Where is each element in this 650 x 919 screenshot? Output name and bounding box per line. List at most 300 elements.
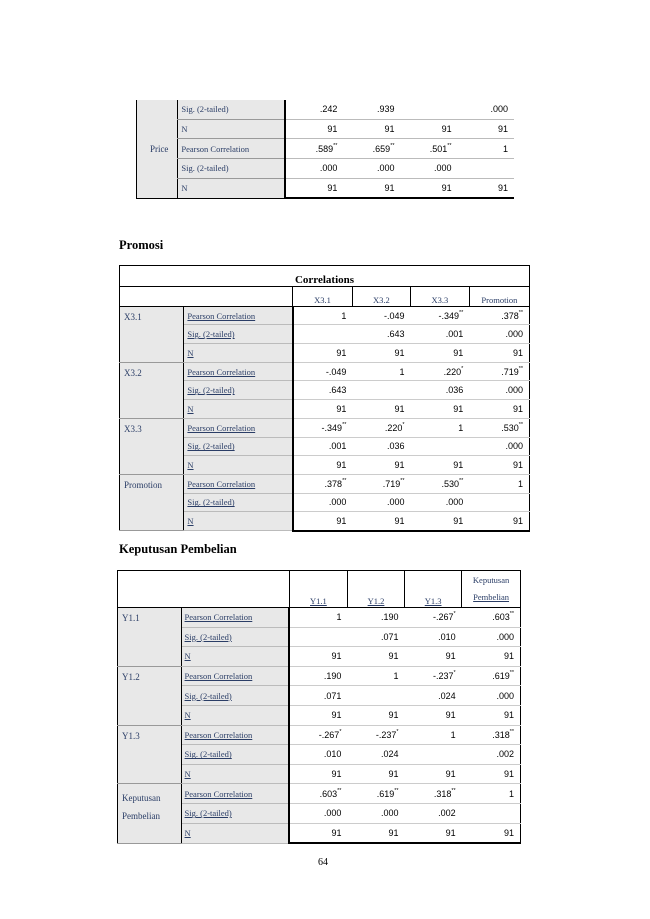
significance-marker: **	[451, 787, 456, 794]
value-cell	[293, 456, 353, 475]
value-cell	[352, 456, 410, 475]
row-group-cell	[118, 725, 182, 784]
value-cell	[411, 474, 470, 493]
value-cell	[285, 119, 343, 139]
value-text: .000	[381, 808, 399, 819]
column-header-line: Pembelian	[473, 592, 510, 602]
value-text: 91	[327, 124, 338, 135]
value-cell	[458, 178, 514, 198]
value-cell	[405, 764, 462, 784]
value-cell	[411, 325, 470, 344]
significance-marker: **	[342, 477, 347, 484]
row-label: Pearson Correlation	[184, 474, 293, 493]
row-group-label: Price	[149, 143, 169, 154]
value-text: .001	[445, 329, 464, 340]
value-cell	[352, 493, 410, 512]
row-label: N	[184, 400, 293, 419]
value-cell	[405, 745, 462, 765]
value-cell	[352, 344, 410, 363]
value-text: 91	[331, 710, 342, 721]
value-text: -.049	[384, 310, 405, 321]
significance-marker: **	[342, 421, 347, 428]
value-cell	[405, 725, 462, 745]
row-label: Pearson Correlation	[184, 418, 293, 437]
value-cell	[289, 803, 347, 823]
value-text: .000	[319, 163, 338, 174]
table-row	[118, 784, 521, 804]
row-label: N	[184, 456, 293, 475]
value-text: .000	[496, 690, 514, 701]
value-cell	[462, 803, 521, 823]
value-cell	[462, 666, 521, 686]
row-group-label-line: Pembelian	[122, 811, 160, 822]
column-header-cell	[405, 571, 462, 608]
row-label: Sig. (2-tailed)	[184, 325, 293, 344]
value-cell	[462, 784, 521, 804]
value-text: 91	[512, 347, 523, 358]
row-group-cell	[118, 784, 182, 843]
value-cell	[293, 512, 353, 531]
value-text: .318	[433, 788, 452, 799]
table-title: Correlations	[120, 266, 530, 287]
value-text: .036	[387, 441, 405, 452]
table-row	[120, 474, 530, 493]
row-label: N	[184, 344, 293, 363]
row-label: Pearson Correlation	[181, 725, 289, 745]
promosi-heading: Promosi	[119, 238, 164, 252]
value-text: .000	[328, 497, 347, 508]
value-cell	[411, 512, 470, 531]
value-cell	[469, 474, 529, 493]
value-text: .242	[319, 104, 338, 115]
value-text: .071	[381, 631, 399, 642]
value-cell	[405, 823, 462, 843]
row-label: Pearson Correlation	[181, 608, 289, 628]
page-number: 64	[318, 857, 328, 868]
row-group-label: X3.3	[124, 423, 142, 434]
significance-marker: *	[402, 421, 405, 428]
value-cell	[343, 139, 400, 159]
value-text: .643	[328, 385, 347, 396]
header-blank-cell	[120, 287, 293, 307]
value-text: 1	[393, 671, 399, 682]
value-text: 1	[341, 310, 347, 321]
table-row	[137, 178, 515, 198]
value-cell	[405, 608, 462, 628]
value-cell	[462, 745, 521, 765]
value-text: .190	[381, 612, 399, 623]
title-row	[120, 266, 530, 287]
value-cell	[462, 647, 521, 667]
row-group-label: Y1.3	[122, 730, 140, 741]
value-cell	[462, 725, 521, 745]
value-text: .071	[323, 690, 342, 701]
value-text: 91	[445, 651, 456, 662]
value-cell	[411, 381, 470, 400]
value-text: 91	[394, 403, 405, 414]
value-text: 91	[445, 769, 456, 780]
value-cell	[293, 437, 353, 456]
significance-marker: **	[518, 309, 523, 316]
value-cell	[347, 608, 404, 628]
table-row	[120, 306, 530, 325]
value-cell	[462, 608, 521, 628]
row-label: Pearson Correlation	[184, 306, 293, 325]
significance-marker: **	[509, 728, 514, 735]
value-cell	[347, 823, 404, 843]
value-cell	[411, 418, 470, 437]
value-cell	[289, 647, 347, 667]
value-cell	[458, 119, 514, 139]
row-label: Pearson Correlation	[184, 362, 293, 381]
significance-marker: **	[458, 309, 464, 316]
value-text: -.267	[433, 612, 454, 623]
value-text: .719	[382, 478, 401, 489]
value-cell	[289, 627, 347, 647]
row-group-label: Promotion	[124, 479, 163, 490]
significance-marker: **	[518, 421, 523, 428]
value-text: 91	[441, 124, 452, 135]
value-cell	[289, 764, 347, 784]
value-text: .000	[505, 385, 523, 396]
value-text: .000	[323, 808, 342, 819]
value-cell	[411, 437, 470, 456]
value-text: 91	[512, 460, 523, 471]
value-cell	[469, 512, 529, 531]
value-text: .318	[492, 729, 510, 740]
row-group-label: X3.2	[124, 367, 142, 378]
significance-marker: *	[339, 728, 342, 735]
table-row	[118, 608, 521, 628]
value-text: .378	[501, 310, 519, 321]
value-text: .589	[315, 143, 334, 154]
value-text: 91	[327, 183, 338, 194]
value-cell	[285, 100, 343, 119]
value-text: .002	[438, 808, 456, 819]
column-header-cell	[411, 287, 470, 307]
value-cell	[289, 666, 347, 686]
value-cell	[293, 474, 353, 493]
value-cell	[405, 803, 462, 823]
row-label: N	[184, 512, 293, 531]
significance-marker: **	[518, 365, 523, 372]
value-cell	[293, 325, 353, 344]
value-cell	[469, 362, 529, 381]
value-cell	[411, 344, 470, 363]
value-text: .001	[328, 441, 347, 452]
value-text: .220	[443, 366, 462, 377]
column-header-label: Promotion	[481, 294, 518, 305]
value-cell	[347, 784, 404, 804]
row-group-cell	[118, 666, 182, 725]
column-header-line: Keputusan	[472, 575, 510, 585]
row-label: Sig. (2-tailed)	[184, 493, 293, 512]
row-group-cell	[137, 159, 178, 179]
value-cell	[411, 400, 470, 419]
value-cell	[343, 119, 400, 139]
value-cell	[405, 705, 462, 725]
value-cell	[289, 608, 347, 628]
value-text: .000	[490, 104, 508, 115]
significance-marker: *	[453, 611, 456, 618]
value-text: .010	[323, 749, 342, 760]
significance-marker: **	[394, 787, 399, 794]
value-cell	[352, 418, 410, 437]
value-cell	[289, 745, 347, 765]
value-cell	[289, 784, 347, 804]
value-cell	[469, 456, 529, 475]
row-label: N	[178, 178, 285, 198]
value-text: -.267	[318, 729, 340, 740]
table-row	[120, 418, 530, 437]
row-group-label: Y1.1	[122, 613, 140, 623]
value-text: 91	[503, 769, 514, 780]
value-text: 1	[458, 422, 464, 433]
value-text: .530	[501, 422, 519, 433]
value-text: .619	[492, 671, 510, 682]
value-text: 1	[399, 366, 405, 377]
value-text: .000	[376, 163, 395, 174]
significance-marker: **	[447, 142, 452, 149]
value-cell	[462, 627, 521, 647]
value-cell	[469, 344, 529, 363]
significance-marker: *	[453, 670, 456, 677]
value-cell	[400, 139, 457, 159]
significance-marker: **	[390, 142, 395, 149]
value-cell	[293, 306, 353, 325]
column-header-label: X3.3	[431, 294, 449, 305]
value-cell	[469, 418, 529, 437]
value-text: .659	[372, 143, 391, 154]
value-text: 91	[453, 347, 464, 358]
value-cell	[405, 784, 462, 804]
value-text: -.237	[375, 729, 397, 740]
value-cell	[343, 178, 400, 198]
keputusan-pembelian-heading: Keputusan Pembelian	[119, 542, 237, 556]
row-label: N	[181, 647, 289, 667]
value-cell	[293, 493, 353, 512]
value-cell	[411, 456, 470, 475]
row-label: Sig. (2-tailed)	[181, 803, 289, 823]
value-text: .939	[376, 104, 395, 115]
value-text: 91	[453, 460, 464, 471]
value-text: 91	[441, 183, 452, 194]
value-text: 91	[445, 827, 456, 838]
column-header-label: Y1.1	[310, 596, 327, 606]
value-text: 91	[394, 347, 405, 358]
value-cell	[347, 803, 404, 823]
value-text: .719	[501, 366, 519, 377]
significance-marker: **	[333, 142, 338, 149]
column-header-keputusan-pembelian	[462, 571, 521, 608]
value-text: .024	[438, 690, 456, 701]
value-text: .378	[324, 478, 343, 489]
value-text: .643	[387, 329, 405, 340]
value-cell	[400, 178, 457, 198]
value-cell	[293, 418, 353, 437]
value-cell	[285, 159, 343, 179]
row-label: Sig. (2-tailed)	[181, 745, 289, 765]
value-cell	[289, 725, 347, 745]
value-text: 91	[503, 651, 514, 662]
value-cell	[400, 100, 457, 119]
row-label: Sig. (2-tailed)	[178, 100, 285, 119]
value-text: .000	[387, 497, 405, 508]
value-text: 91	[503, 710, 514, 721]
row-group-cell	[118, 608, 182, 667]
value-text: 91	[336, 347, 347, 358]
value-cell	[347, 686, 404, 706]
value-cell	[458, 100, 514, 119]
value-text: 91	[336, 516, 347, 527]
value-cell	[462, 764, 521, 784]
value-cell	[352, 437, 410, 456]
row-group-cell	[120, 306, 184, 362]
row-group-label-line: Keputusan	[122, 793, 161, 804]
value-text: -.349	[438, 310, 459, 321]
value-text: .190	[323, 671, 342, 682]
value-text: .000	[505, 441, 523, 452]
value-text: 91	[388, 769, 399, 780]
value-text: 1	[502, 143, 508, 154]
value-text: 1	[517, 478, 523, 489]
column-header-label: Y1.2	[367, 596, 385, 606]
value-cell	[293, 400, 353, 419]
value-cell	[400, 119, 457, 139]
value-cell	[347, 705, 404, 725]
column-header-label: X3.1	[314, 294, 331, 305]
value-text: 1	[336, 612, 342, 623]
column-header-cell	[347, 571, 404, 608]
header-blank-cell	[118, 571, 290, 608]
significance-marker: **	[400, 477, 405, 484]
value-cell	[411, 306, 470, 325]
table-row	[120, 362, 530, 381]
value-cell	[469, 400, 529, 419]
row-label: N	[178, 119, 285, 139]
table-row	[137, 119, 515, 139]
value-text: .603	[319, 788, 338, 799]
value-text: 1	[450, 729, 456, 740]
price-correlation-table-fragment	[136, 100, 514, 199]
value-cell	[352, 400, 410, 419]
table-row	[137, 100, 515, 119]
value-cell	[469, 493, 529, 512]
significance-marker: **	[458, 477, 464, 484]
column-header-cell	[352, 287, 410, 307]
value-cell	[289, 705, 347, 725]
value-text: .619	[376, 788, 395, 799]
value-text: 91	[453, 516, 464, 527]
value-text: 1	[508, 788, 514, 799]
value-cell	[347, 627, 404, 647]
value-cell	[289, 686, 347, 706]
value-cell	[462, 686, 521, 706]
value-cell	[458, 159, 514, 179]
value-text: 91	[384, 183, 395, 194]
row-group-label: X3.1	[124, 311, 142, 322]
value-text: 91	[394, 516, 405, 527]
value-cell	[347, 745, 404, 765]
row-group-cell	[120, 362, 184, 418]
value-text: -.237	[433, 671, 454, 682]
value-text: 91	[388, 651, 399, 662]
row-group-cell	[120, 474, 184, 531]
row-label: Sig. (2-tailed)	[184, 381, 293, 400]
value-cell	[405, 666, 462, 686]
value-cell	[405, 627, 462, 647]
row-label: Pearson Correlation	[178, 139, 285, 159]
value-cell	[352, 306, 410, 325]
value-cell	[285, 178, 343, 198]
value-cell	[289, 823, 347, 843]
value-cell	[411, 493, 470, 512]
row-group-cell	[137, 178, 178, 198]
significance-marker: **	[337, 787, 342, 794]
value-text: .220	[384, 422, 403, 433]
value-text: .024	[381, 749, 399, 760]
value-text: 91	[388, 827, 399, 838]
value-text: 91	[445, 710, 456, 721]
row-label: Sig. (2-tailed)	[184, 437, 293, 456]
value-cell	[352, 512, 410, 531]
value-text: .501	[429, 143, 448, 154]
value-cell	[347, 764, 404, 784]
header-row	[118, 571, 521, 608]
value-text: 91	[512, 516, 523, 527]
value-text: -.049	[325, 366, 347, 377]
row-label: Pearson Correlation	[181, 666, 289, 686]
value-text: -.349	[321, 422, 343, 433]
row-group-label: Y1.2	[122, 671, 140, 682]
value-text: .000	[496, 631, 514, 642]
value-cell	[462, 823, 521, 843]
row-group-cell	[137, 119, 178, 139]
value-cell	[293, 344, 353, 363]
table-row	[137, 139, 515, 159]
column-header-label: X3.2	[373, 294, 390, 305]
value-text: 91	[331, 827, 342, 838]
value-text: 91	[512, 403, 523, 414]
value-cell	[343, 159, 400, 179]
row-label: N	[181, 764, 289, 784]
value-text: .002	[496, 749, 514, 760]
value-cell	[411, 362, 470, 381]
value-cell	[469, 381, 529, 400]
value-text: 91	[394, 460, 405, 471]
value-cell	[285, 139, 343, 159]
value-text: 91	[503, 827, 514, 838]
row-label: N	[181, 705, 289, 725]
value-cell	[347, 666, 404, 686]
significance-marker: *	[461, 365, 464, 372]
value-text: .000	[505, 329, 523, 340]
table-row	[118, 666, 521, 686]
keputusan-pembelian-correlation-table	[117, 570, 521, 844]
row-label: Sig. (2-tailed)	[181, 686, 289, 706]
row-label: Sig. (2-tailed)	[178, 159, 285, 179]
value-text: .010	[438, 631, 456, 642]
table-row	[118, 725, 521, 745]
value-cell	[347, 647, 404, 667]
significance-marker: **	[509, 611, 514, 618]
value-cell	[352, 474, 410, 493]
value-cell	[352, 381, 410, 400]
value-cell	[293, 362, 353, 381]
value-text: 91	[497, 183, 508, 194]
table-row	[137, 159, 515, 179]
value-cell	[347, 725, 404, 745]
